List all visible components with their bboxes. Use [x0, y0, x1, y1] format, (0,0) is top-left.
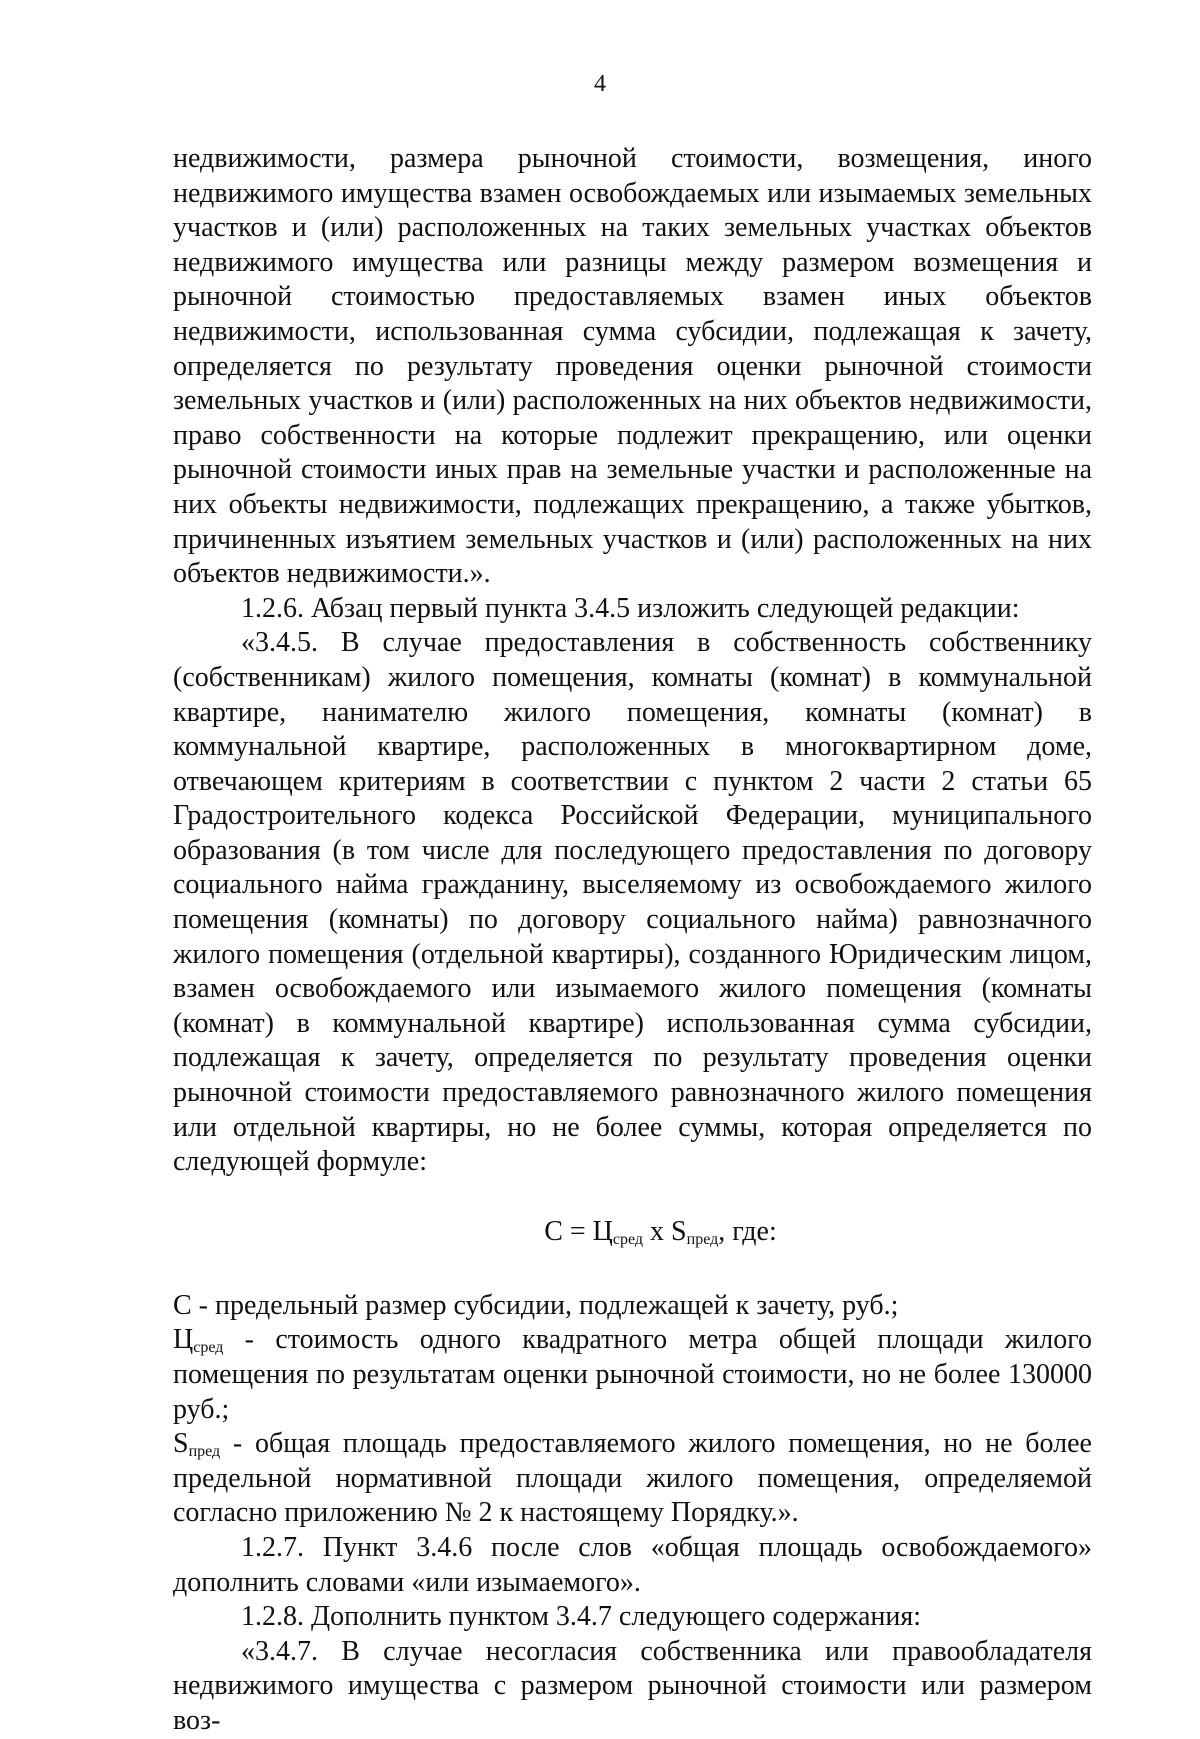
c-sred-symbol: Ц: [173, 1324, 194, 1356]
s-pred-symbol: S: [173, 1428, 189, 1460]
subsidy-formula: [173, 1214, 1092, 1250]
formula-tail: , где:: [718, 1215, 777, 1247]
s-pred-sub: пред: [188, 1443, 221, 1461]
definition-c: С - предельный размер субсидии, подлежащей к зачету, руб.;: [173, 1289, 899, 1321]
definition-c-sred: [173, 1323, 1092, 1427]
s-pred-text: - общая площадь предоставляемого жилого помещения, но не более предельной нормативной площади жилого помещения, определяемой согласно приложению № 2 к настоящему Порядку.».: [173, 1428, 1092, 1529]
paragraph-1-2-8: 1.2.8. Дополнить пунктом 3.4.7 следующего содержания:: [241, 1601, 922, 1633]
c-sred-sub: сред: [193, 1339, 224, 1357]
formula-mid: х S: [643, 1215, 687, 1247]
document-body: [173, 142, 1092, 1739]
c-sred-text: - стоимость одного квадратного метра общей площади жилого помещения по результатам оценки рыночной стоимости, но не более 130000 руб.;: [173, 1324, 1092, 1425]
formula-sub-pred: пред: [686, 1230, 719, 1248]
paragraph-1-2-7: 1.2.7. Пункт 3.4.6 после слов «общая площадь освобождаемого» дополнить словами «или изымаемого».: [173, 1531, 1092, 1598]
paragraph-continuation: недвижимости, размера рыночной стоимости, возмещения, иного недвижимого имущества взамен освобождаемых или изымаемых земельных участков и (или) расположенных на таких земельных участках объектов недвижимого имущества или разницы между размером возмещения и рыночной стоимостью предоставляемых взамен иных объектов недвижимости, использованная сумма субсидии, подлежащая к зачету, определяется по результату проведения оценки рыночной стоимости земельных участков и (или) расположенных на них объектов недвижимости, право собственности на которые подлежит прекращению, или оценки рыночной стоимости иных прав на земельные участки и расположенные на них объекты недвижимости, подлежащих прекращению, а также убытков, причиненных изъятием земельных участков и (или) расположенных на них объектов недвижимости.».: [173, 143, 1092, 590]
page-number: 4: [594, 71, 606, 97]
definition-s-pred: [173, 1427, 1092, 1531]
paragraph-3-4-7: «3.4.7. В случае несогласия собственника или правообладателя недвижимого имущества с размером рыночной стоимости или размером воз-: [173, 1635, 1092, 1736]
formula-lhs: С = Ц: [544, 1215, 613, 1247]
paragraph-3-4-5: «3.4.5. В случае предоставления в собственность собственнику (собственникам) жилого помещения, комнаты (комнат) в коммунальной квартире, нанимателю жилого помещения, комнаты (комнат) в коммунальной квартире, расположенных в многоквартирном доме, отвечающем критериям в соответствии с пунктом 2 части 2 статьи 65 Градостроительного кодекса Российской Федерации, муниципального образования (в том числе для последующего предоставления по договору социального найма гражданину, выселяемому из освобождаемого жилого помещения (комнаты) по договору социального найма) равнозначного жилого помещения (отдельной квартиры), созданного Юридическим лицом, взамен освобождаемого или изымаемого жилого помещения (комнаты (комнат) в коммунальной квартире) использованная сумма субсидии, подлежащая к зачету, определяется по результату проведения оценки рыночной стоимости предоставляемого равнозначного жилого помещения или отдельной квартиры, но не более суммы, которая определяется по следующей формуле:: [173, 627, 1092, 1178]
paragraph-1-2-6: 1.2.6. Абзац первый пункта 3.4.5 изложить следующей редакции:: [241, 592, 1020, 624]
formula-sub-sred: сред: [612, 1230, 644, 1248]
